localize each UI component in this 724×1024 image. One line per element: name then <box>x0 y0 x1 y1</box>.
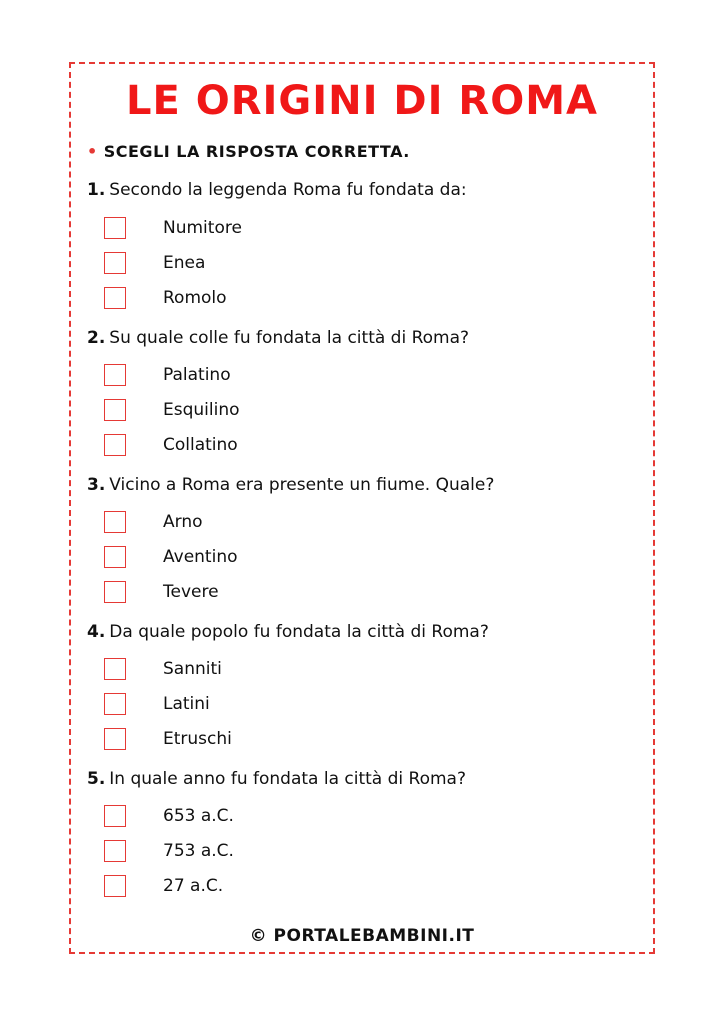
answer-checkbox[interactable] <box>104 546 126 568</box>
question-number: 4. <box>87 622 106 642</box>
option-label: 653 a.C. <box>163 806 234 826</box>
option-label: Latini <box>163 694 210 714</box>
option-label: Numitore <box>163 218 242 238</box>
question-4 <box>87 622 489 642</box>
option-q3-b <box>104 545 238 569</box>
question-1 <box>87 180 467 200</box>
question-number: 1. <box>87 180 106 200</box>
option-q4-c <box>104 727 232 751</box>
option-q4-b <box>104 692 210 716</box>
question-number: 5. <box>87 769 106 789</box>
question-text: Vicino a Roma era presente un fiume. Quale? <box>109 475 495 495</box>
answer-checkbox[interactable] <box>104 364 126 386</box>
option-q5-b <box>104 839 234 863</box>
option-q4-a <box>104 657 222 681</box>
question-number: 2. <box>87 328 106 348</box>
option-label: Enea <box>163 253 206 273</box>
option-q2-c <box>104 433 238 457</box>
option-q3-a <box>104 510 203 534</box>
question-text: In quale anno fu fondata la città di Roma? <box>109 769 466 789</box>
answer-checkbox[interactable] <box>104 399 126 421</box>
option-label: Collatino <box>163 435 238 455</box>
option-q1-b <box>104 251 206 275</box>
option-q2-a <box>104 363 231 387</box>
option-label: Esquilino <box>163 400 240 420</box>
answer-checkbox[interactable] <box>104 217 126 239</box>
page-title: LE ORIGINI DI ROMA <box>125 78 598 124</box>
option-label: Romolo <box>163 288 227 308</box>
option-q2-b <box>104 398 240 422</box>
answer-checkbox[interactable] <box>104 693 126 715</box>
option-q1-a <box>104 216 242 240</box>
answer-checkbox[interactable] <box>104 658 126 680</box>
question-3 <box>87 475 494 495</box>
option-label: Arno <box>163 512 203 532</box>
option-label: Aventino <box>163 547 238 567</box>
bullet-icon: • <box>87 142 98 161</box>
option-q5-c <box>104 874 224 898</box>
instruction-text: SCEGLI LA RISPOSTA CORRETTA. <box>103 142 410 161</box>
option-q5-a <box>104 804 234 828</box>
answer-checkbox[interactable] <box>104 805 126 827</box>
option-q1-c <box>104 286 227 310</box>
instruction <box>87 142 410 161</box>
answer-checkbox[interactable] <box>104 581 126 603</box>
option-label: Etruschi <box>163 729 232 749</box>
option-label: Palatino <box>163 365 231 385</box>
answer-checkbox[interactable] <box>104 511 126 533</box>
answer-checkbox[interactable] <box>104 840 126 862</box>
answer-checkbox[interactable] <box>104 875 126 897</box>
question-2 <box>87 328 469 348</box>
answer-checkbox[interactable] <box>104 728 126 750</box>
copyright-footer: © PORTALEBAMBINI.IT <box>249 926 475 946</box>
answer-checkbox[interactable] <box>104 252 126 274</box>
option-q3-c <box>104 580 219 604</box>
option-label: Sanniti <box>163 659 222 679</box>
question-5 <box>87 769 466 789</box>
question-text: Su quale colle fu fondata la città di Roma? <box>109 328 470 348</box>
answer-checkbox[interactable] <box>104 287 126 309</box>
option-label: 27 a.C. <box>163 876 224 896</box>
option-label: 753 a.C. <box>163 841 234 861</box>
question-text: Da quale popolo fu fondata la città di Roma? <box>109 622 489 642</box>
answer-checkbox[interactable] <box>104 434 126 456</box>
option-label: Tevere <box>163 582 219 602</box>
question-number: 3. <box>87 475 106 495</box>
question-text: Secondo la leggenda Roma fu fondata da: <box>109 180 467 200</box>
